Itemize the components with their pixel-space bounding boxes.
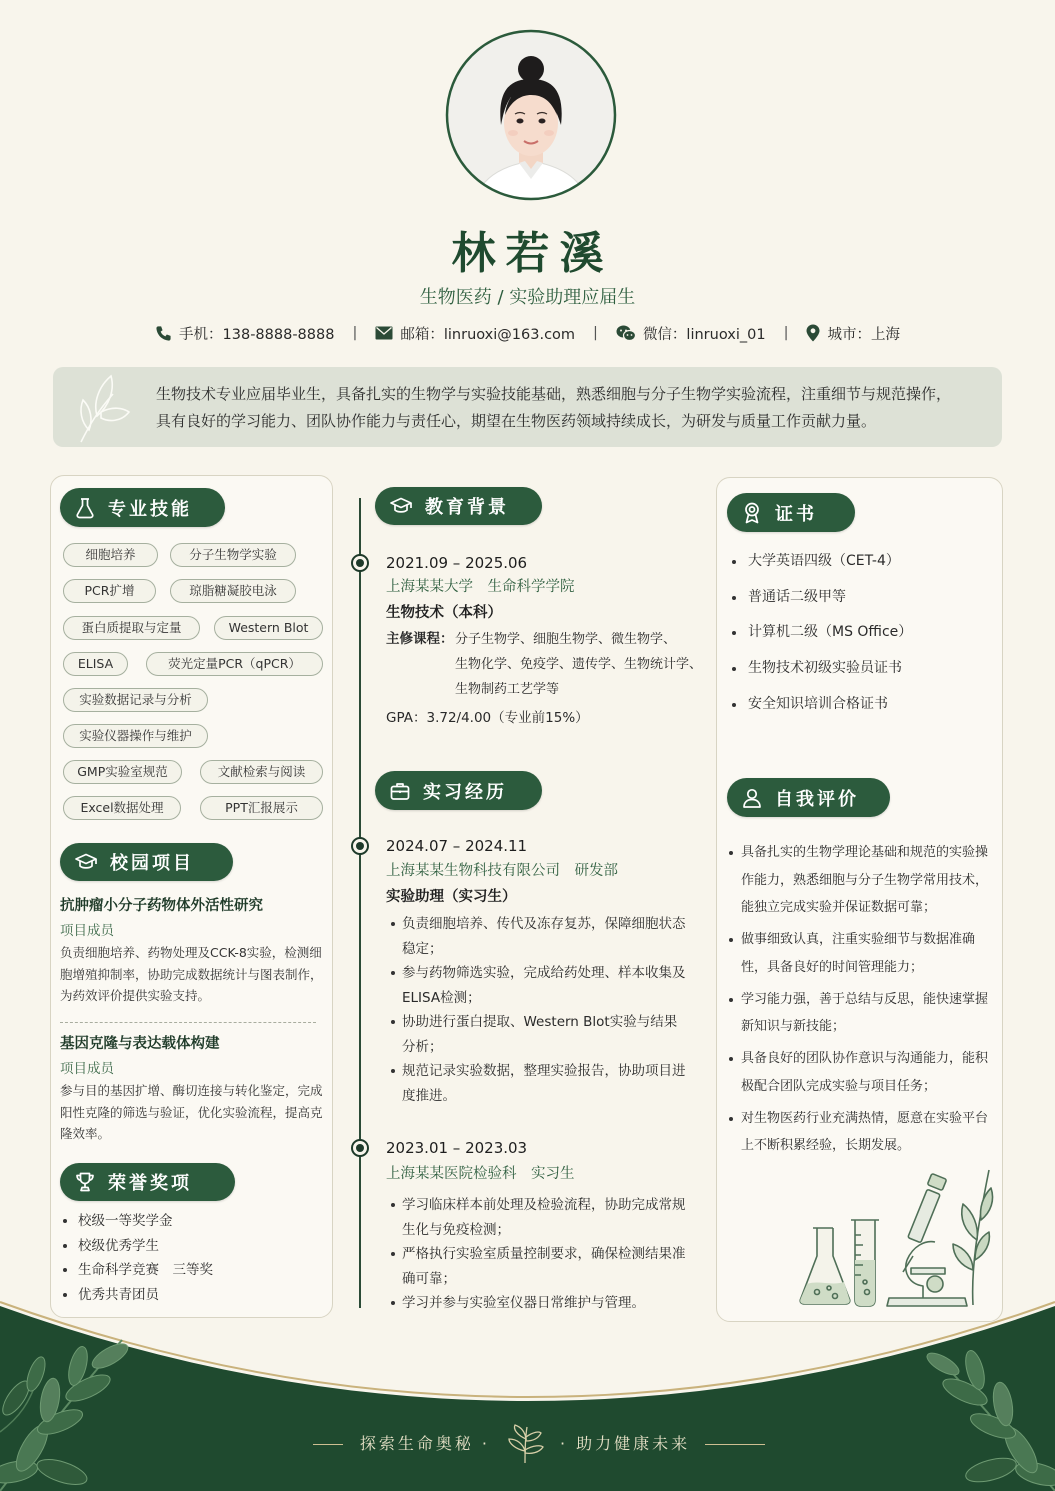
skills-header — [60, 488, 225, 527]
avatar — [445, 29, 617, 201]
skill-tag: 琼脂糖凝胶电泳 — [170, 579, 296, 603]
timeline-line — [359, 498, 361, 1308]
skill-tag: PPT汇报展示 — [200, 796, 323, 820]
project-title: 基因克隆与表达载体构建 — [60, 1036, 220, 1052]
internship-header — [375, 771, 542, 810]
self-evaluation-item: 具备扎实的生物学理论基础和规范的实验操作能力，熟悉细胞与分子生物学常用技术，能独立完成实验并保证数据可靠； — [728, 839, 994, 922]
project-role: 项目成员 — [60, 1061, 114, 1077]
duty-item: 严格执行实验室质量控制要求，确保检测结果准确可靠； — [388, 1242, 688, 1291]
summary-line: 生物技术专业应届毕业生，具备扎实的生物学与实验技能基础，熟悉细胞与分子生物学实验流程，注重细节与规范操作， — [156, 385, 952, 403]
certificates-list — [730, 544, 912, 723]
project-role: 项目成员 — [60, 923, 114, 939]
footer-slogan-left: 探索生命奥秘 · — [359, 1434, 490, 1453]
internship-duties — [388, 1193, 688, 1316]
duty-item: 协助进行蛋白提取、Western Blot实验与结果分析； — [388, 1010, 688, 1059]
duty-item: 学习临床样本前处理及检验流程，协助完成常规生化与免疫检测； — [388, 1193, 688, 1242]
timeline-dot — [351, 554, 369, 572]
certificate-item: 普通话二级甲等 — [730, 580, 912, 616]
contact-phone — [155, 323, 334, 344]
summary-box — [53, 367, 1002, 447]
phone-icon — [155, 325, 172, 342]
honor-item: 校级一等奖学金 — [60, 1209, 213, 1234]
graduation-cap-icon — [389, 495, 413, 517]
self-evaluation-list — [728, 839, 994, 1164]
skill-tag: 细胞培养 — [63, 543, 158, 567]
contact-email-text: 邮箱：linruoxi@163.com — [400, 326, 576, 343]
internship-org: 上海某某医院检验科 实习生 — [386, 1166, 575, 1182]
internship-title: 实习经历 — [423, 781, 507, 803]
courses-line: 分子生物学、细胞生物学、微生物学、 — [455, 632, 677, 647]
contact-separator: | — [783, 325, 789, 341]
courses-line: 生物制药工艺学等 — [455, 682, 560, 697]
footer-line-right — [705, 1444, 765, 1445]
internship-org: 上海某某生物科技有限公司 研发部 — [386, 863, 618, 879]
courses-list — [455, 627, 702, 702]
contact-wechat — [616, 323, 766, 344]
education-period: 2021.09 – 2025.06 — [386, 554, 528, 572]
contact-separator: | — [352, 325, 358, 341]
education-degree: 生物技术（本科） — [386, 605, 502, 621]
education-title: 教育背景 — [425, 497, 509, 518]
projects-title: 校园项目 — [110, 853, 194, 874]
flask-icon — [74, 497, 96, 519]
self-evaluation-item: 学习能力强，善于总结与反思，能快速掌握新知识与新技能； — [728, 986, 994, 1041]
self-evaluation-item: 对生物医药行业充满热情，愿意在实验平台上不断积累经验，长期发展。 — [728, 1105, 994, 1160]
leaves-right-decoration — [890, 1340, 1055, 1491]
self-evaluation-title: 自我评价 — [775, 788, 859, 810]
skills-title: 专业技能 — [108, 498, 192, 520]
internship-duties — [388, 912, 688, 1108]
contact-separator: | — [593, 325, 598, 341]
contact-email — [375, 323, 575, 344]
honor-item: 生命科学竞赛 三等奖 — [60, 1258, 213, 1283]
honors-list — [60, 1209, 213, 1307]
mail-icon — [375, 326, 393, 340]
briefcase-icon — [389, 780, 411, 802]
self-evaluation-item: 做事细致认真，注重实验细节与数据准确性，具备良好的时间管理能力； — [728, 926, 994, 981]
timeline-dot — [351, 1139, 369, 1157]
location-icon — [806, 324, 820, 342]
skill-tag: 荧光定量PCR（qPCR） — [146, 652, 323, 676]
graduation-cap-icon — [74, 851, 98, 873]
certificate-item: 计算机二级（MS Office） — [730, 615, 912, 651]
internship-role: 实验助理（实习生） — [386, 889, 517, 905]
education-gpa: GPA：3.72/4.00（专业前15%） — [386, 710, 589, 726]
honor-item: 校级优秀学生 — [60, 1234, 213, 1259]
skill-tag: ELISA — [63, 652, 128, 676]
duty-item: 学习并参与实验室仪器日常维护与管理。 — [388, 1291, 688, 1316]
project-divider — [60, 1022, 316, 1023]
certificate-item: 安全知识培训合格证书 — [730, 687, 912, 723]
courses-line: 生物化学、免疫学、遗传学、生物统计学、 — [455, 657, 703, 672]
skill-tag: 文献检索与阅读 — [200, 760, 323, 784]
skill-tag: 实验仪器操作与维护 — [63, 724, 208, 748]
duty-item: 参与药物筛选实验，完成给药处理、样本收集及ELISA检测； — [388, 961, 688, 1010]
honors-header — [60, 1163, 235, 1201]
footer-slogan-right: · 助力健康未来 — [560, 1434, 691, 1453]
project-description: 参与目的基因扩增、酶切连接与转化鉴定，完成阳性克隆的筛选与验证，优化实验流程，提高克隆效率。 — [60, 1083, 323, 1141]
award-icon — [741, 501, 763, 525]
internship-period: 2023.01 – 2023.03 — [386, 1139, 528, 1157]
certificate-item: 生物技术初级实验员证书 — [730, 651, 912, 687]
certificates-header — [727, 493, 855, 532]
skill-tag: Western Blot — [214, 616, 323, 640]
duty-item: 负责细胞培养、传代及冻存复苏，保障细胞状态稳定； — [388, 912, 688, 961]
skill-tag: 分子生物学实验 — [170, 543, 296, 567]
contact-city — [806, 323, 900, 344]
leaf-icon — [71, 372, 131, 444]
skill-tag: 实验数据记录与分析 — [63, 688, 208, 712]
skill-tag: 蛋白质提取与定量 — [63, 616, 200, 640]
wechat-icon — [616, 325, 636, 342]
self-evaluation-header — [727, 778, 890, 817]
projects-header — [60, 843, 233, 881]
leaf-emblem-icon — [503, 1423, 547, 1465]
skill-tag: Excel数据处理 — [63, 796, 181, 820]
certificates-title: 证书 — [775, 503, 817, 525]
project-description: 负责细胞培养、药物处理及CCK-8实验，检测细胞增殖抑制率，协助完成数据统计与图表制作，为药效评价提供实验支持。 — [60, 945, 323, 1003]
honors-title: 荣誉奖项 — [108, 1173, 192, 1194]
education-header — [375, 487, 542, 525]
certificate-item: 大学英语四级（CET-4） — [730, 544, 912, 580]
duty-item: 规范记录实验数据，整理实验报告，协助项目进度推进。 — [388, 1059, 688, 1108]
user-icon — [741, 787, 763, 809]
contact-phone-text: 手机：138-8888-8888 — [179, 326, 335, 343]
skill-tag: GMP实验室规范 — [63, 760, 182, 784]
skill-tag: PCR扩增 — [63, 579, 156, 603]
contact-city-text: 城市：上海 — [827, 326, 900, 343]
summary-line: 具有良好的学习能力、团队协作能力与责任心，期望在生物医药领域持续成长，为研发与质量工作贡献力量。 — [156, 412, 877, 430]
contact-wechat-text: 微信：linruoxi_01 — [642, 326, 766, 343]
project-title: 抗肿瘤小分子药物体外活性研究 — [60, 898, 263, 914]
candidate-subtitle: 生物医药 / 实验助理应届生 — [419, 287, 636, 308]
internship-period: 2024.07 – 2024.11 — [386, 837, 528, 855]
contact-row — [0, 321, 1055, 345]
self-evaluation-item: 具备良好的团队协作意识与沟通能力，能积极配合团队完成实验与项目任务； — [728, 1045, 994, 1100]
education-school: 上海某某大学 生命科学学院 — [386, 579, 575, 595]
lab-illustration — [795, 1160, 1000, 1310]
courses-label: 主修课程： — [386, 631, 454, 647]
timeline-dot — [351, 837, 369, 855]
summary-text — [156, 381, 951, 435]
candidate-name: 林若溪 — [451, 228, 614, 279]
leaves-left-decoration — [0, 1322, 160, 1491]
trophy-icon — [74, 1171, 96, 1193]
honor-item: 优秀共青团员 — [60, 1283, 213, 1308]
